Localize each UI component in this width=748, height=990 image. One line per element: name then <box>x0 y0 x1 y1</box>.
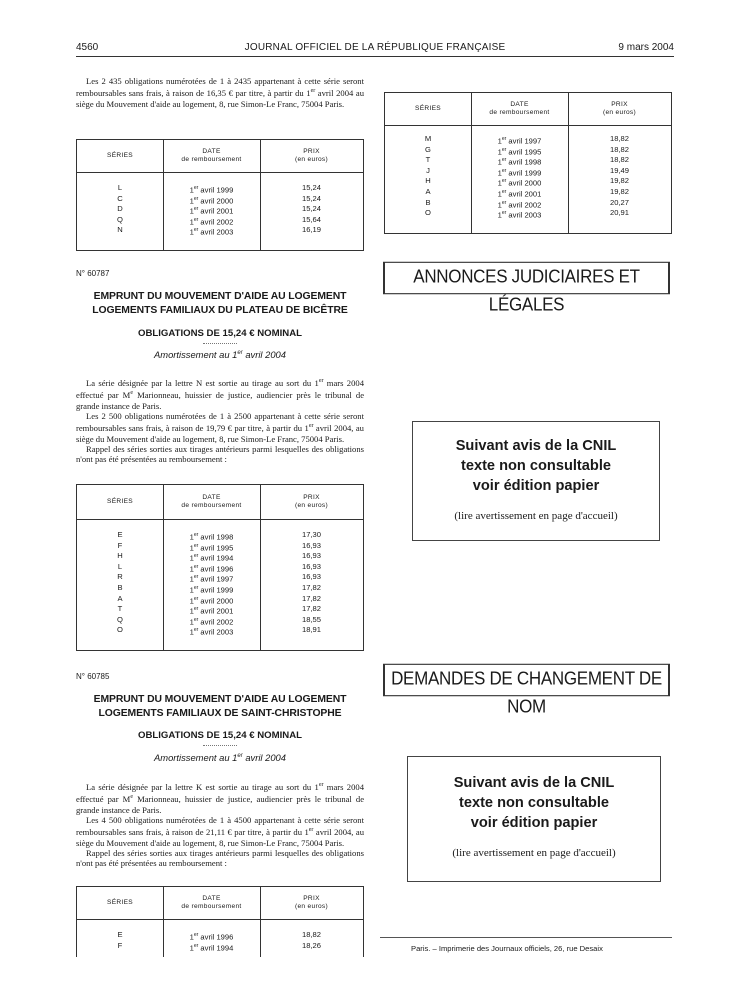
table-row <box>77 615 363 626</box>
series-cell: A <box>117 593 123 603</box>
table-row <box>77 530 363 541</box>
table-row <box>77 572 363 583</box>
date-cell: 1er avril 2002 <box>189 616 234 627</box>
header-date: DATE de remboursement <box>181 148 242 163</box>
price-cell: 18,55 <box>301 614 322 624</box>
price-cell: 15,64 <box>301 214 322 224</box>
date-cell: 1er avril 1996 <box>189 932 234 942</box>
price-cell: 19,82 <box>609 186 630 196</box>
date-cell: 1er avril 1997 <box>497 136 542 146</box>
date-cell: 1er avril 1994 <box>189 553 234 563</box>
table-header <box>77 887 363 920</box>
series-cell: T <box>425 155 431 165</box>
table-row <box>385 208 671 219</box>
header-date: DATE de remboursement <box>181 494 242 509</box>
date-cell: 1er avril 2000 <box>497 178 542 188</box>
series-cell: E <box>117 930 123 939</box>
table-row <box>77 562 363 573</box>
header-series: SÉRIES <box>415 105 441 112</box>
price-cell: 20,91 <box>609 208 630 218</box>
table-row <box>385 198 671 209</box>
table-row <box>385 187 671 198</box>
series-cell: L <box>117 561 123 571</box>
divider <box>203 343 237 344</box>
date-cell: 1er avril 1999 <box>189 185 234 195</box>
price-cell: 19,82 <box>609 176 630 186</box>
series-cell: B <box>117 582 123 592</box>
table-row <box>385 166 671 177</box>
price-cell: 18,82 <box>609 155 630 165</box>
date-cell: 1er avril 1994 <box>189 942 234 953</box>
price-cell: 19,49 <box>609 165 630 175</box>
intro-paragraph: Les 2 435 obligations numérotées de 1 à 2435 appartenant à cette série seront remboursables sans frais, à raison de 16,35 € par titre, à partir du 1er avril 2004 au siège du Mouvement d'aide au logement, 8, rue Simon-Le Franc, 75004 Paris. <box>76 76 364 109</box>
table-row <box>385 145 671 156</box>
series-cell: L <box>117 183 123 192</box>
date-cell: 1er avril 1995 <box>189 542 234 553</box>
date-cell: 1er avril 2002 <box>497 199 542 210</box>
printer-footer: Paris. – Imprimerie des Journaux officiels, 26, rue Desaix <box>411 944 603 953</box>
date-cell: 1er avril 2003 <box>189 627 234 637</box>
notice-title: EMPRUNT DU MOUVEMENT D'AIDE AU LOGEMENT LOGEMENTS FAMILIAUX DU PLATEAU DE BICÊTRE <box>92 291 348 316</box>
date-cell: 1er avril 2000 <box>189 195 234 206</box>
price-cell: 16,19 <box>301 225 322 235</box>
notice-subtitle: OBLIGATIONS DE 15,24 € NOMINAL <box>137 328 302 339</box>
table-row <box>77 183 363 194</box>
redemption-table-1 <box>76 139 364 251</box>
date-cell: 1er avril 1999 <box>189 584 234 595</box>
notice-body: La série désignée par la lettre N est sortie au tirage au sort du 1er mars 2004 effectué par Me Marionneau, huissier de justice, audiencier près le tribunal de grande instance de Paris. Les 2 500 obligations numérotées de 1 à 2500 appartenant à cette série seront remboursables sans frais, à raison de 19,79 € par titre, à partir du 1er avril 2004, au siège du Mouvement d'aide au logement, 8, rue Simon-Le Franc, 75004 Paris. Rappel des séries sorties aux tirages antérieurs parmi lesquelles des obligations n'ont pas été présentées au remboursement : <box>76 377 365 465</box>
table-row <box>77 551 363 562</box>
date-cell: 1er avril 2003 <box>497 210 542 220</box>
series-cell: G <box>425 144 431 154</box>
table-row <box>77 215 363 226</box>
date-cell: 1er avril 1998 <box>497 157 542 167</box>
date-cell: 1er avril 2001 <box>189 606 234 616</box>
date-cell: 1er avril 1998 <box>189 532 234 542</box>
date-cell: 1er avril 2002 <box>189 216 234 227</box>
header-price: PRIX (en euros) <box>294 895 329 910</box>
cnil-notice: Suivant avis de la CNIL texte non consultable voir édition papier (lire avertissement en page d'accueil) <box>407 756 661 882</box>
header-series: SÉRIES <box>107 899 133 906</box>
series-cell: M <box>424 134 432 143</box>
price-cell: 18,26 <box>301 940 322 950</box>
notice-subtitle: OBLIGATIONS DE 15,24 € NOMINAL <box>137 730 302 741</box>
table-header <box>385 93 671 126</box>
price-cell: 16,93 <box>301 561 322 571</box>
section-header: DEMANDES DE CHANGEMENT DE NOM <box>383 664 670 696</box>
price-cell: 17,82 <box>301 604 322 614</box>
header-price: PRIX (en euros) <box>294 148 329 163</box>
notice-number: N° 60787 <box>76 269 110 278</box>
header-rule <box>76 56 674 57</box>
journal-title: JOURNAL OFFICIEL DE LA RÉPUBLIQUE FRANÇAISE <box>244 42 506 53</box>
section-header: ANNONCES JUDICIAIRES ET LÉGALES <box>383 262 670 294</box>
table-row <box>77 194 363 205</box>
price-cell: 18,91 <box>301 625 322 635</box>
series-cell: D <box>117 204 123 214</box>
header-price: PRIX (en euros) <box>602 101 637 116</box>
series-cell: A <box>425 186 431 196</box>
redemption-table-3 <box>76 886 364 957</box>
table-row <box>77 583 363 594</box>
date-cell: 1er avril 2000 <box>189 595 234 606</box>
table-row <box>77 604 363 615</box>
series-cell: N <box>117 225 123 235</box>
redemption-table-2 <box>76 484 364 651</box>
issue-date: 9 mars 2004 <box>618 42 674 53</box>
series-cell: H <box>117 551 123 561</box>
series-cell: C <box>117 193 123 203</box>
header-date: DATE de remboursement <box>181 895 242 910</box>
series-cell: J <box>426 165 430 175</box>
table-header <box>77 140 363 173</box>
date-cell: 1er avril 1996 <box>189 563 234 574</box>
table-row <box>385 134 671 145</box>
divider <box>203 745 237 746</box>
table-row <box>385 155 671 166</box>
price-cell: 15,24 <box>301 204 322 214</box>
header-price: PRIX (en euros) <box>294 494 329 509</box>
notice-number: N° 60785 <box>76 672 110 681</box>
header-series: SÉRIES <box>107 498 133 505</box>
series-cell: F <box>117 540 123 550</box>
table-row <box>77 930 363 941</box>
header-series: SÉRIES <box>107 152 133 159</box>
notice-title: EMPRUNT DU MOUVEMENT D'AIDE AU LOGEMENT LOGEMENTS FAMILIAUX DE SAINT-CHRISTOPHE <box>93 694 347 719</box>
price-cell: 17,30 <box>301 530 322 539</box>
table-row <box>77 541 363 552</box>
price-cell: 15,24 <box>301 193 322 203</box>
notice-body: La série désignée par la lettre K est sortie au tirage au sort du 1er mars 2004 effectué par Me Marionneau, huissier de justice, audiencier près le tribunal de grande instance de Paris. Les 4 500 obligations numérotées de 1 à 4500 appartenant à cette série seront remboursables sans frais, à raison de 21,11 € par titre, à partir du 1er avril 2004, au siège du Mouvement d'aide au logement, 8, rue Simon-Le Franc, 75004 Paris. Rappel des séries sorties aux tirages antérieurs parmi lesquelles des obligations n'ont pas été présentées au remboursement : <box>76 781 365 869</box>
series-cell: T <box>117 604 123 614</box>
date-cell: 1er avril 2001 <box>189 206 234 216</box>
page-number: 4560 <box>76 42 99 53</box>
price-cell: 20,27 <box>609 197 630 207</box>
header-date: DATE de remboursement <box>489 101 550 116</box>
price-cell: 18,82 <box>609 134 630 143</box>
table-row <box>77 204 363 215</box>
price-cell: 18,82 <box>301 930 322 939</box>
price-cell: 17,82 <box>301 593 322 603</box>
cnil-notice: Suivant avis de la CNIL texte non consultable voir édition papier (lire avertissement en page d'accueil) <box>412 421 660 541</box>
table-row <box>77 225 363 236</box>
amortissement-line: Amortissement au 1er avril 2004 <box>154 752 286 763</box>
redemption-table-right <box>384 92 672 234</box>
amortissement-line: Amortissement au 1er avril 2004 <box>154 349 286 360</box>
footer-rule <box>380 937 672 938</box>
series-cell: Q <box>117 214 123 224</box>
series-cell: R <box>117 572 123 582</box>
table-row <box>385 176 671 187</box>
date-cell: 1er avril 2003 <box>189 227 234 237</box>
table-row <box>77 941 363 952</box>
date-cell: 1er avril 1995 <box>497 146 542 157</box>
date-cell: 1er avril 2001 <box>497 188 542 199</box>
date-cell: 1er avril 1997 <box>189 574 234 584</box>
series-cell: O <box>425 208 431 218</box>
series-cell: O <box>117 625 123 635</box>
series-cell: F <box>117 940 123 950</box>
series-cell: Q <box>117 614 123 624</box>
table-header <box>77 485 363 520</box>
price-cell: 16,93 <box>301 540 322 550</box>
date-cell: 1er avril 1999 <box>497 167 542 178</box>
table-row <box>77 625 363 636</box>
series-cell: H <box>425 176 431 186</box>
price-cell: 16,93 <box>301 551 322 561</box>
price-cell: 18,82 <box>609 144 630 154</box>
price-cell: 16,93 <box>301 572 322 582</box>
price-cell: 15,24 <box>301 183 322 192</box>
series-cell: B <box>425 197 431 207</box>
series-cell: E <box>117 530 123 539</box>
table-row <box>77 594 363 605</box>
price-cell: 17,82 <box>301 582 322 592</box>
